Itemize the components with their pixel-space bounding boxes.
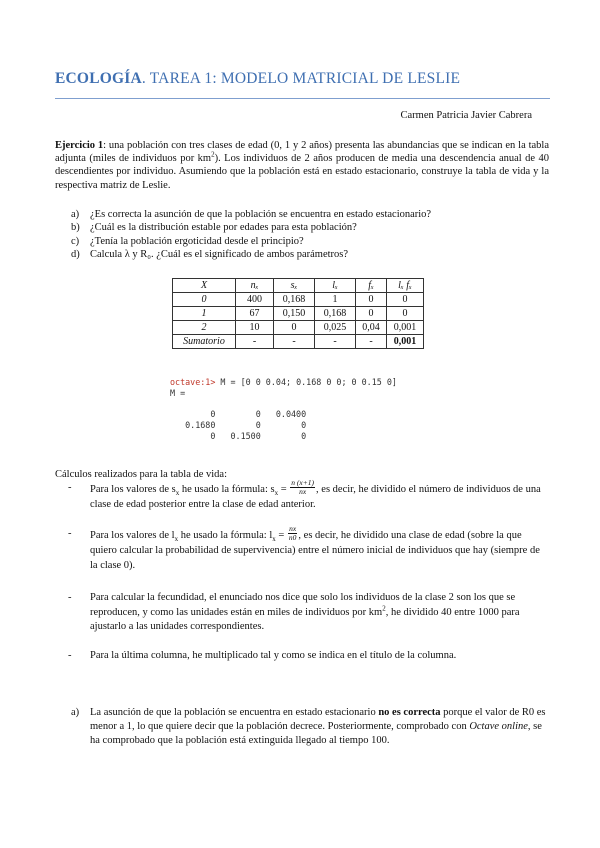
table-cell: 0,025	[315, 321, 356, 335]
matrix-row: 0 0.1500 0	[170, 430, 307, 441]
title-rule	[55, 98, 550, 99]
calc-item-fecundity: - Para calcular la fecundidad, el enunciado nos dice que solo los individuos de la clase 2 son los que se reproducen, y como las unidades están en miles de individuos por $km^2$, he dividido 40 entre 1000 para ajustarlo a las unidades correspondientes.	[68, 592, 520, 633]
table-header-row	[173, 279, 424, 293]
exercise-statement: Ejercicio 1: una población con tres clases de edad (0, 1 y 2 años) presenta las abundancias que se indican en la tabla adjunta (miles de individuos por $km^2$). Los individuos de 2 años producen de media una descendencia anual de 40 descendientes por individuo. Asumiendo que la población está en estado estacionario, construye la tabla de vida y la respectiva matriz de Leslie.	[55, 140, 549, 191]
table-cell: -	[274, 335, 315, 349]
table-cell: 0	[356, 307, 387, 321]
sx-formula: $\frac{n (x+1)}{nx}$	[291, 478, 315, 496]
table-cell: 0,04	[356, 321, 387, 335]
question-item: c) ¿Tenía la población ergoticidad desde el principio?	[71, 235, 304, 247]
table-cell: 0,001	[387, 321, 424, 335]
answer-a: a) La asunción de que la población se encuentra en estado estacionario no es correcta porque el valor de R0 es menor a 1, lo que quiere decir que la población decrece. Posteriormente, comprobado con Octave online, se ha comprobado que la población está extinguida llegado al tiempo 100.	[71, 707, 546, 746]
octave-prompt: octave:1>	[170, 377, 216, 387]
table-header-cell: lₓ	[315, 279, 356, 293]
octave-result-label: M =	[170, 387, 186, 398]
table-cell: 0	[356, 293, 387, 307]
table-row	[173, 307, 424, 321]
table-cell: -	[356, 335, 387, 349]
table-header-cell: X	[173, 279, 236, 293]
table-cell: Sumatorio	[173, 335, 236, 349]
calc-item-sx: - Para los valores de $s_x$ he usado la fórmula: $s_x$ = $\frac{n (x+1)}{nx}$ , es decir, he dividido el número de individuos de una clase de edad posterior entre la clase de edad anterior.	[68, 478, 541, 510]
matrix-row: 0 0 0.0400	[170, 409, 307, 420]
table-header-cell: lₓ fₓ	[387, 279, 424, 293]
table-row	[173, 293, 424, 307]
octave-output	[170, 377, 397, 442]
table-cell: 0,168	[274, 293, 315, 307]
table-cell: -	[315, 335, 356, 349]
table-cell: 0	[274, 321, 315, 335]
table-cell: 0,150	[274, 307, 315, 321]
table-cell: 0,168	[315, 307, 356, 321]
table-cell: 2	[173, 321, 236, 335]
table-cell: 67	[236, 307, 274, 321]
calc-item-lx: - Para los valores de $l_x$ he usado la fórmula: $l_x$ = $\frac{nx}{n0}$ , es decir, he dividido una clase de edad (sobre la que quiero calcular la probabilidad de supervivencia) entre el número inicial de individuos que hay (siempre de la clase 0).	[68, 524, 540, 571]
table-cell: 0	[387, 307, 424, 321]
table-header-cell: fₓ	[356, 279, 387, 293]
table-cell: -	[236, 335, 274, 349]
calc-item-last-column: - Para la última columna, he multiplicado tal y como se indica en el título de la columna.	[68, 650, 457, 661]
question-item: b) ¿Cuál es la distribución estable por edades para esta población?	[71, 222, 357, 234]
table-header-cell: sₓ	[274, 279, 315, 293]
table-cell: 0,001	[387, 335, 424, 349]
table-cell: 400	[236, 293, 274, 307]
author-name: Carmen Patricia Javier Cabrera	[400, 110, 532, 121]
table-cell: 0	[387, 293, 424, 307]
calculations-title: Cálculos realizados para la tabla de vida:	[55, 469, 228, 480]
question-list	[71, 208, 541, 261]
page-title: ECOLOGÍA. TAREA 1: MODELO MATRICIAL DE LESLIE	[55, 70, 461, 87]
exercise-label: Ejercicio 1	[55, 140, 104, 151]
table-cell: 1	[173, 307, 236, 321]
matrix-row: 0.1680 0 0	[170, 420, 307, 431]
octave-command: M = [0 0 0.04; 0.168 0 0; 0 0.15 0]	[215, 377, 397, 387]
table-cell: 1	[315, 293, 356, 307]
life-table	[172, 278, 424, 349]
lx-formula: $\frac{nx}{n0}$	[288, 524, 297, 542]
table-cell: 10	[236, 321, 274, 335]
table-total-row	[173, 335, 424, 349]
question-item: a) ¿Es correcta la asunción de que la población se encuentra en estado estacionario?	[71, 209, 432, 220]
table-cell: 0	[173, 293, 236, 307]
table-header-cell: nₓ	[236, 279, 274, 293]
table-row	[173, 321, 424, 335]
question-item: d) Calcula λ y R₀. ¿Cuál es el significado de ambos parámetros?	[71, 248, 349, 260]
